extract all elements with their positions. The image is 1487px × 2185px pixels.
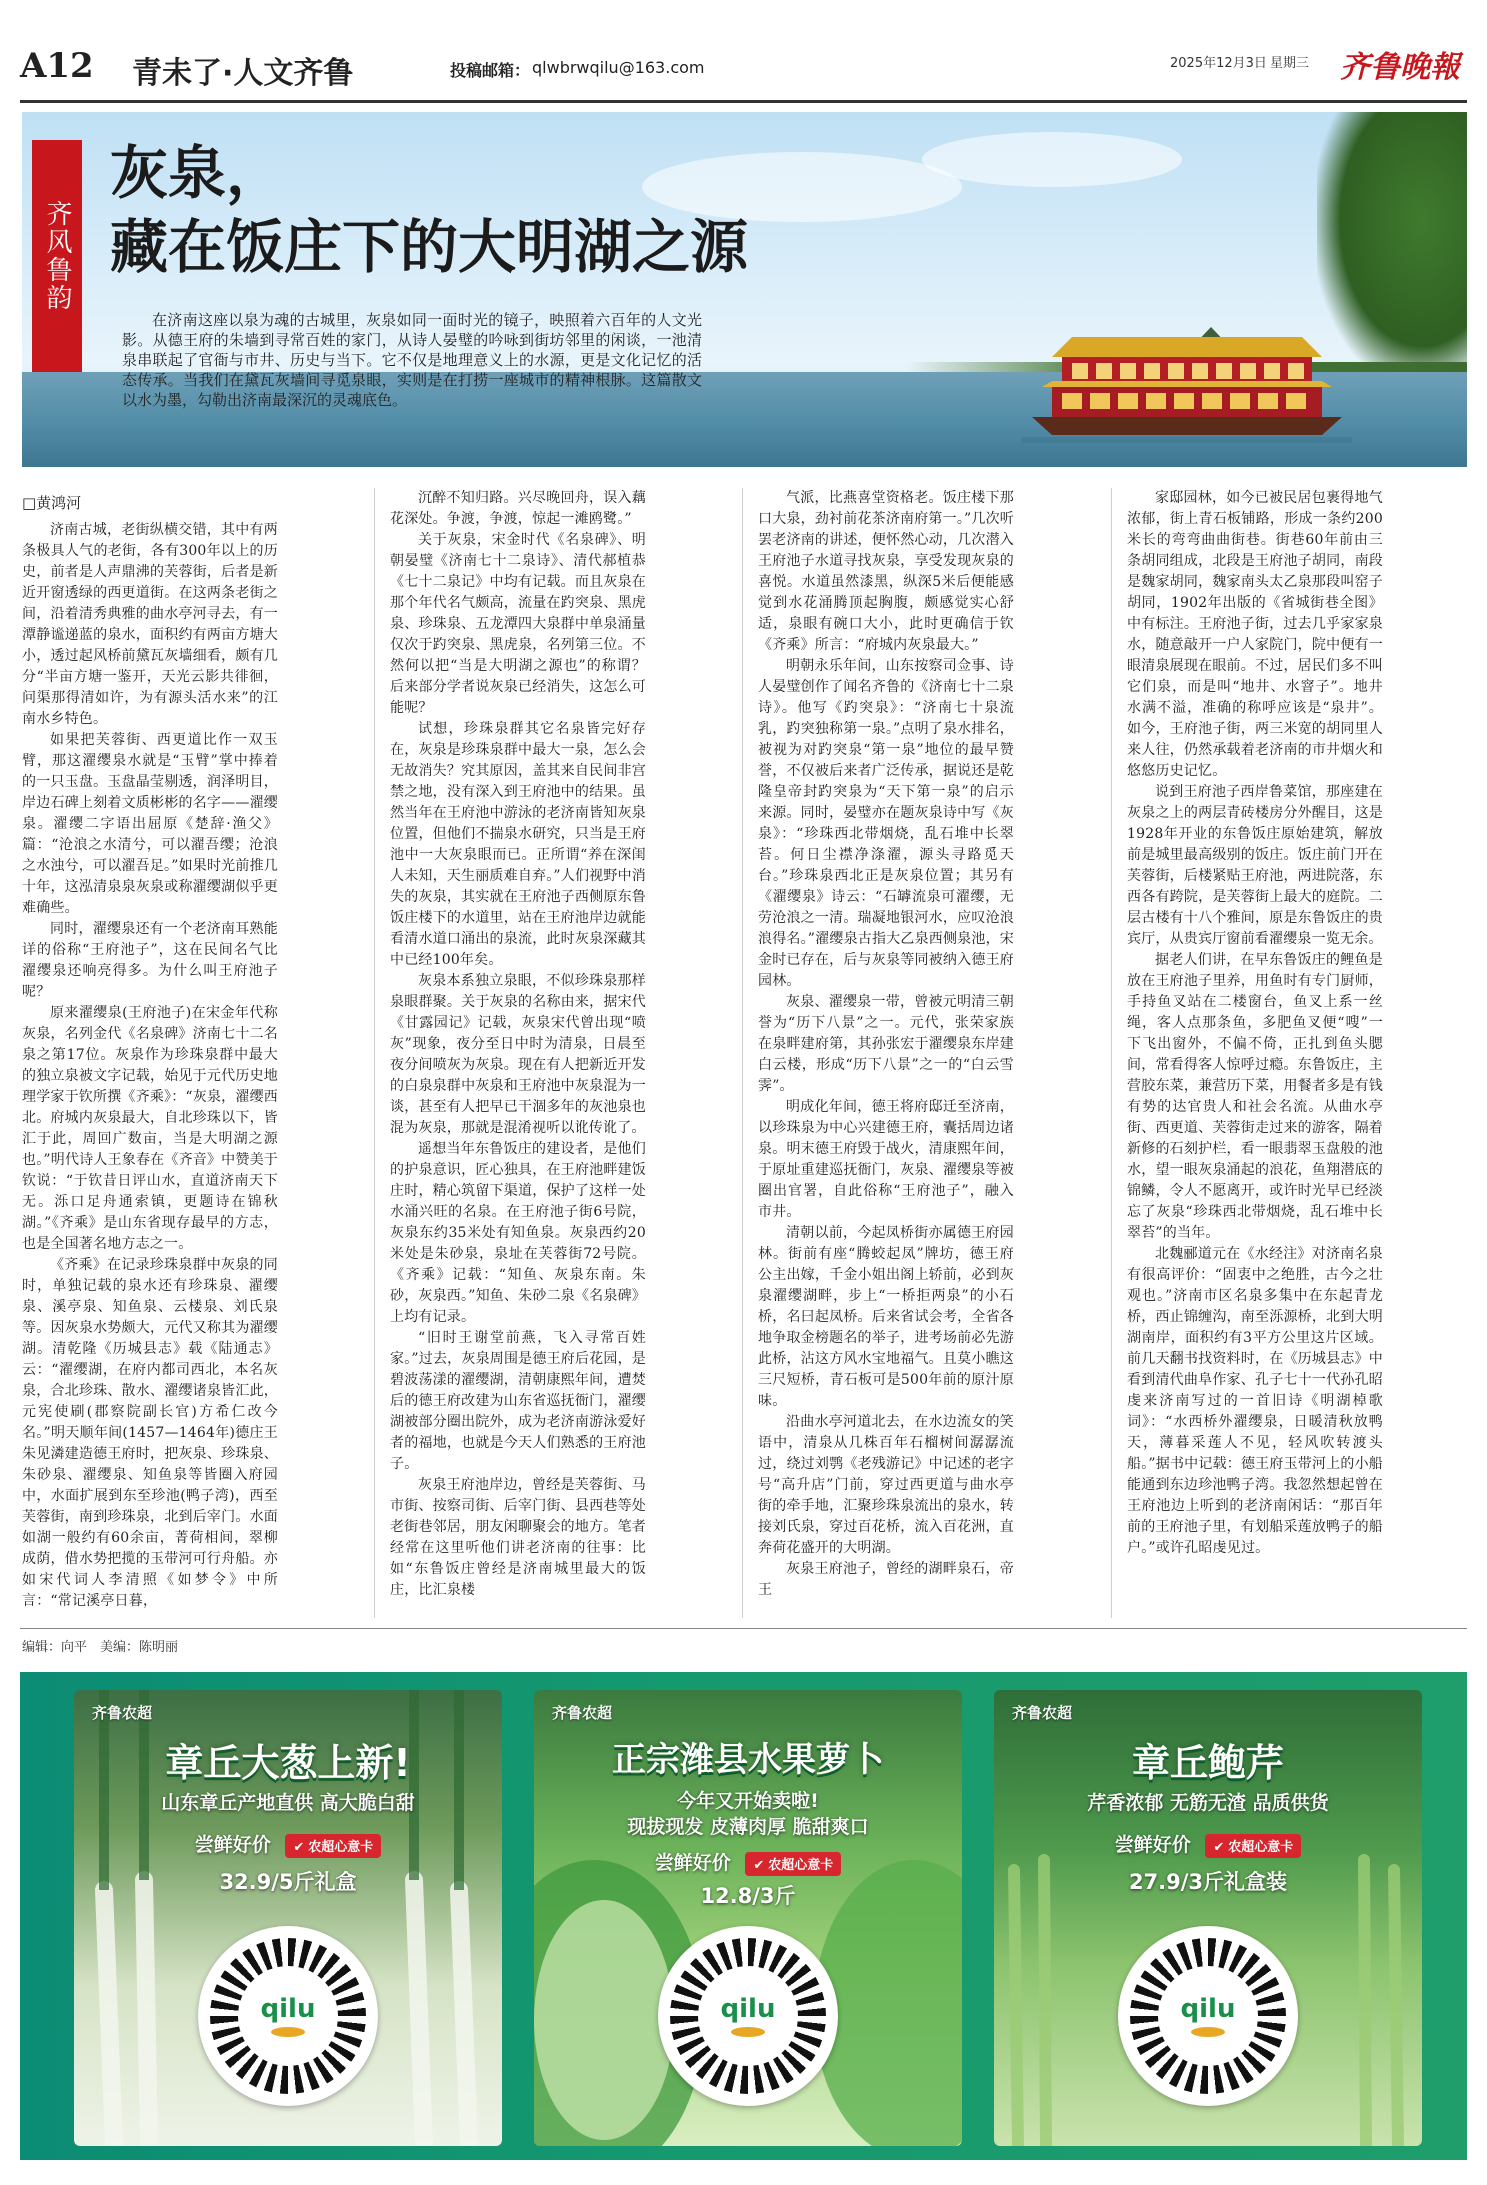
ad-price-label-row xyxy=(534,1848,962,1876)
article-paragraph: 灰泉王府池子，曾经的湖畔泉石，帝王 xyxy=(758,1561,1014,1598)
email-label: 投稿邮箱： xyxy=(450,61,531,80)
ad-brand: 齐鲁农超 xyxy=(1012,1704,1073,1722)
ad-price-label-row xyxy=(994,1830,1422,1858)
qilu-logo: qilu xyxy=(720,1994,776,2024)
ad-card-zhangqiu-scallion[interactable] xyxy=(74,1690,502,2146)
editor-credits: 编辑：向平 美编：陈明丽 xyxy=(22,1640,179,1655)
section-name: 青未了·人文齐鲁 xyxy=(132,56,354,91)
ad-subtitle: 今年又开始卖啦! xyxy=(677,1790,819,1812)
article-paragraph: 同时，濯缨泉还有一个老济南耳熟能详的俗称“王府池子”，这在民间名气比濯缨泉还响亮得多。为什么叫王府池子呢？ xyxy=(22,921,278,1000)
column-tag: 齐风鲁韵 xyxy=(32,140,82,372)
article-paragraph: 清朝以前，今起凤桥街亦属德王府园林。街前有座“腾蛟起凤”牌坊，德王府公主出嫁，千金小姐出阁上轿前，必到灰泉濯缨湖畔，步上“一桥拒两泉”的小石桥，名曰起凤桥。后来省试会考，全省各地争取金榜题名的举子，进考场前必先游此桥，沾这方风水宝地福气。且莫小瞧这三尺短桥，青石板可是500年前的原汁原味。 xyxy=(758,1225,1014,1409)
credits-rule xyxy=(20,1628,1467,1629)
ad-title: 章丘大葱上新! xyxy=(165,1741,411,1785)
ad-price-label-row xyxy=(74,1830,502,1858)
article-paragraph: 灰泉、濯缨泉一带，曾被元明清三朝誉为“历下八景”之一。元代，张荣家族在泉畔建府第，其孙张宏于濯缨泉东岸建白云楼，形成“历下八景”之一的“白云雪霁”。 xyxy=(758,994,1014,1094)
article-paragraph: 沿曲水亭河道北去，在水边流女的笑语中，清泉从几株百年石榴树间潺潺流过，绕过刘鹗《老残游记》中记述的老字号“高升店”门前，穿过西更道与曲水亭街的牵手地，汇聚珍珠泉流出的泉水，转接刘氏泉，穿过百花桥，流入百花洲，直奔荷花盛开的大明湖。 xyxy=(758,1414,1014,1556)
article-paragraph: 济南古城，老街纵横交错，其中有两条极具人气的老街，各有300年以上的历史，前者是人声鼎沸的芙蓉街，后者是新近开窗透绿的西更道街。在这两条老街之间，沿着清秀典雅的曲水亭河寻去，有一潭静谧递蓝的泉水，面积约有两亩方塘大小，透过起风桥前黛瓦灰墙细看，颇有几分“半亩方塘一鉴开，天光云影共徘徊，问渠那得清如许，为有源头活水来”的江南水乡特色。 xyxy=(22,522,278,727)
publication-date: 2025年12月3日 xyxy=(1170,56,1267,71)
article-paragraph: 气派，比燕喜堂资格老。饭庄楼下那口大泉，劲衬前花茶济南府第一。”几次听罢老济南的讲述，便怀然心动，几次潜入王府池子水道寻找灰泉，享受发现灰泉的喜悦。水道虽然漆黑，纵深5米后便能感觉到水花涌腾顶起胸腹，颇感觉实心舒适，泉眼有碗口大小，此时更确信于钦《齐乘》所言：“府城内灰泉最大。” xyxy=(758,490,1014,653)
byline: □黄鸿河 xyxy=(22,494,82,512)
headline-line-2: 藏在饭庄下的大明湖之源 xyxy=(110,213,749,281)
qilu-logo: qilu xyxy=(1180,1994,1236,2024)
ad-title: 章丘鲍芹 xyxy=(1131,1741,1284,1785)
ad-badge: ✔ 农超心意卡 xyxy=(745,1852,841,1876)
check-icon: ✔ xyxy=(293,1839,305,1855)
check-icon: ✔ xyxy=(753,1857,765,1873)
ad-brand: 齐鲁农超 xyxy=(92,1704,153,1722)
qr-code[interactable] xyxy=(198,1926,378,2106)
page-header xyxy=(20,44,1467,100)
qr-code[interactable] xyxy=(1118,1926,1298,2106)
ad-title: 正宗潍县水果萝卜 xyxy=(612,1740,884,1780)
ad-subtitle: 山东章丘产地直供 高大脆白甜 xyxy=(161,1792,415,1814)
article-column-1 xyxy=(22,520,278,1618)
ad-subtitle: 芹香浓郁 无筋无渣 品质供货 xyxy=(1087,1792,1329,1814)
article-paragraph: 灰泉王府池岸边，曾经是芙蓉街、马市街、按察司街、后宰门街、县西巷等处老街巷邻居，朋友闲聊聚会的地方。笔者经常在这里听他们讲老济南的往事：比如“东鲁饭庄曾经是济南城里最大的饭庄，比汇泉楼 xyxy=(390,1477,646,1598)
cloud xyxy=(922,132,1182,187)
article-paragraph: 明朝永乐年间，山东按察司佥事、诗人晏璧创作了闻名齐鲁的《济南七十二泉诗》。他写《趵突泉》：“济南七十泉流乳，趵突独称第一泉。”点明了泉水排名，被视为对趵突泉“第一泉”地位的最早赞誉，不仅被后来者广泛传承，据说还是乾隆皇帝封趵突泉为“天下第一泉”的启示来源。同时，晏璧亦在题灰泉诗中写《灰泉》：“珍珠西北带烟烧，乱石堆中长翠苔。何日尘襟净涤濯，源头寻路觅天台。”珍珠泉西北正是灰泉位置；其另有《濯缨泉》诗云：“石罅流泉可濯缨，无劳沧浪之一清。瑞凝地银河水，应叹沧浪浪得名。”濯缨泉古指大乙泉西侧泉池，宋金时已存在，后与灰泉等同被纳入德王府园林。 xyxy=(758,658,1014,989)
article-paragraph: 关于灰泉，宋金时代《名泉碑》、明朝晏璧《济南七十二泉诗》、清代郝植恭《七十二泉记》中均有记载。而且灰泉在那个年代名气颇高，流量在趵突泉、黑虎泉、珍珠泉、五龙潭四大泉群中单泉涌量仅次于趵突泉、黑虎泉，名列第三位。不然何以把“当是大明湖之源也”的称谓？后来部分学者说灰泉已经消失，这怎么可能呢？ xyxy=(390,532,646,716)
qr-center xyxy=(238,1966,338,2066)
article-column-4 xyxy=(1127,488,1383,1618)
masthead-logo: 齐鲁晚報 xyxy=(1340,50,1460,85)
leaf-icon xyxy=(1191,2027,1225,2037)
article-paragraph: 明成化年间，德王将府邸迁至济南，以珍珠泉为中心兴建德王府，囊括周边诸泉。明末德王府毁于战火，清康熙年间，于原址重建巡抚衙门，灰泉、濯缨泉等被圈出官署，自此俗称“王府池子”，融入市井。 xyxy=(758,1099,1014,1220)
article-paragraph: 《齐乘》在记录珍珠泉群中灰泉的同时，单独记载的泉水还有珍珠泉、濯缨泉、溪亭泉、知鱼泉、云楼泉、刘氏泉等。因灰泉水势颇大，元代又称其为濯缨湖。清乾隆《历城县志》载《陆通志》云：“濯缨湖，在府内都司西北，本名灰泉，合北珍珠、散水、濯缨诸泉皆汇此，元宪使刷(郡察院副长官)方希仁改今名。”明天顺年间(1457—1464年)德庄王朱见潾建造德王府时，把灰泉、珍珠泉、朱砂泉、濯缨泉、知鱼泉等皆圈入府园中，水面扩展到东至珍池(鸭子湾)，西至芙蓉街，南到珍珠泉，北到后宰门。水面如湖一般约有60余亩，菁荷相间，翠柳成荫，借水势把揽的玉带河可行舟船。亦如宋代词人李清照《如梦令》中所言：“常记溪亭日暮， xyxy=(22,1257,278,1609)
ad-price: 12.8/3斤 xyxy=(700,1884,796,1908)
qr-center xyxy=(1158,1966,1258,2066)
ad-price: 27.9/3斤礼盒装 xyxy=(1128,1870,1288,1894)
column-divider xyxy=(1111,488,1112,1618)
ad-badge: ✔ 农超心意卡 xyxy=(1205,1834,1301,1858)
ad-card-zhangqiu-celery[interactable] xyxy=(994,1690,1422,2146)
article-paragraph: 如果把芙蓉街、西更道比作一双玉臂，那这濯缨泉水就是“玉臂”掌中捧着的一只玉盘。玉盘晶莹剔透，润泽明目，岸边石碑上刻着文质彬彬的名字——濯缨泉。濯缨二字语出屈原《楚辞·渔父》篇：“沧浪之水清兮，可以濯吾缨；沧浪之水浊兮，可以濯吾足。”如果时光前推几十年，这泓清泉泉灰泉或称濯缨湖似乎更难确些。 xyxy=(22,732,278,916)
headline xyxy=(110,136,748,284)
leaf-icon xyxy=(271,2027,305,2037)
article-paragraph: 家邸园林，如今已被民居包裹得地气浓郁，街上青石板铺路，形成一条约200米长的弯弯曲曲街巷。街巷60年前由三条胡同组成，北段是王府池子胡同，南段是魏家胡同，魏家南头太乙泉那段叫窑子胡同，1902年出版的《省城街巷全图》中有标注。王府池子街，过去几乎家家泉水，随意敲开一户人家院门，院中便有一眼清泉展现在眼前。不过，居民们多不叫它们泉，而是叫“地井、水窨子”。地井水满不溢，准确的称呼应该是“泉井”。如今，王府池子街，两三米宽的胡同里人来人往，仍然承载着老济南的市井烟火和悠悠历史记忆。 xyxy=(1127,490,1383,779)
tour-boat-illustration xyxy=(1022,287,1352,457)
submission-email[interactable]: qlwbrwqilu@163.com xyxy=(532,58,705,77)
qilu-logo: qilu xyxy=(260,1994,316,2024)
column-divider xyxy=(742,488,743,1618)
ad-price-label: 尝鲜好价 xyxy=(1114,1834,1191,1856)
ad-card-weixian-radish[interactable] xyxy=(534,1690,962,2146)
qr-center xyxy=(698,1966,798,2066)
leaf-icon xyxy=(731,2027,765,2037)
qr-code[interactable] xyxy=(658,1926,838,2106)
article-paragraph: 说到王府池子西岸鲁菜馆，那座建在灰泉之上的两层青砖楼房分外醒目，这是1928年开业的东鲁饭庄原始建筑，解放前是城里最高级别的饭庄。饭庄前门开在芙蓉街，后楼紧贴王府池，两进院落，东西各有跨院，是芙蓉街上最大的庭院。二层古楼有十八个雅间，原是东鲁饭庄的贵宾厅，从贵宾厅窗前看濯缨泉一览无余。 xyxy=(1127,784,1383,947)
hero-banner xyxy=(22,112,1467,467)
ad-badge: ✔ 农超心意卡 xyxy=(285,1834,381,1858)
page-number: A12 xyxy=(20,46,94,86)
column-divider xyxy=(374,488,375,1618)
article-paragraph: 据老人们讲，在早东鲁饭庄的鲤鱼是放在王府池子里养，用鱼时有专门厨师，手持鱼叉站在二楼窗台，鱼叉上系一丝绳，客人点那条鱼，多肥鱼叉便“嗖”一下飞出窗外，不偏不倚，正扎到鱼头腮间，常看得客人惊呼过瘾。东鲁饭庄，主营胶东菜，兼营历下菜，用餐者多是有钱有势的达官贵人和社会名流。从曲水亭街、西更道、芙蓉街走过来的游客，隔着新修的石刻护栏，看一眼翡翠玉盘般的池水，望一眼灰泉涌起的浪花，鱼翔潜底的锦鳞，令人不愿离开，或许时光早已经淡忘了灰泉“珍珠西北带烟烧，乱石堆中长翠苔”的当年。 xyxy=(1127,952,1383,1241)
article-paragraph: 北魏郦道元在《水经注》对济南名泉有很高评价：“固衷中之绝胜，古今之壮观也。”济南市区名泉多集中在东起青龙桥，西止锦缠沟，南至泺源桥，北到大明湖南岸，面积约有3平方公里这片区域。前几天翻书找资料时，在《历城县志》中看到清代曲阜作家、孔子七十一代孙孔昭虔来济南写过的一首旧诗《明湖棹歌词》：“水西桥外濯缨泉，日暖清秋放鸭天，薄暮采莲人不见，轻风吹转渡头船。”据书中记载：德王府玉带河上的小船能通到东边珍池鸭子湾。我忽然想起曾在王府池边上听到的老济南闲话：“那百年前的王府池子里，有划船采莲放鸭子的船户。”或许孔昭虔见过。 xyxy=(1127,1246,1383,1556)
standfirst: 在济南这座以泉为魂的古城里，灰泉如同一面时光的镜子，映照着六百年的人文光影。从德王府的朱墙到寻常百姓的家门，从诗人晏璧的吟咏到街坊邻里的闲谈，一池清泉串联起了官衙与市井、历史与当下。它不仅是地理意义上的水源，更是文化记忆的活态传承。当我们在黛瓦灰墙间寻觅泉眼，实则是在打捞一座城市的精神根脉。这篇散文以水为墨，勾勒出济南最深沉的灵魂底色。 xyxy=(122,311,702,409)
ad-price: 32.9/5斤礼盒 xyxy=(219,1870,357,1894)
ad-price-label: 尝鲜好价 xyxy=(654,1852,731,1874)
article-paragraph: 遥想当年东鲁饭庄的建设者，是他们的护泉意识，匠心独具，在王府池畔建饭庄时，精心筑留下渠道，保护了这样一处水涌兴旺的名泉。在王府池子街6号院，灰泉东约35米处有知鱼泉。灰泉西约20米处是朱砂泉，泉址在芙蓉街72号院。《齐乘》记载：“知鱼、灰泉东南。朱砂，灰泉西。”知鱼、朱砂二泉《名泉碑》上均有记录。 xyxy=(390,1141,646,1325)
publication-weekday: 星期三 xyxy=(1270,56,1310,71)
check-icon: ✔ xyxy=(1213,1839,1225,1855)
article-paragraph: 灰泉本系独立泉眼，不似珍珠泉那样泉眼群聚。关于灰泉的名称由来，据宋代《甘露园记》记载，灰泉宋代曾出现“喷灰”现象，夜分至日中时为清泉，日晨至夜分间喷灰为灰泉。现在有人把新近开发的白泉泉群中灰泉和王府池中灰泉混为一谈，甚至有人把早已干涸多年的灰池泉也混为灰泉，那就是混淆视听以讹传讹了。 xyxy=(390,973,646,1136)
header-rule xyxy=(20,100,1467,103)
article-column-3 xyxy=(758,488,1014,1618)
article-paragraph: “旧时王谢堂前燕，飞入寻常百姓家。”过去，灰泉周围是德王府后花园，是碧波荡漾的濯缨湖，清朝康熙年间，遭焚后的德王府改建为山东省巡抚衙门，濯缨湖被部分圈出院外，成为老济南游泳爱好者的福地，也就是今天人们熟悉的王府池子。 xyxy=(390,1330,646,1472)
ad-price-label: 尝鲜好价 xyxy=(194,1834,271,1856)
article-paragraph: 沉醉不知归路。兴尽晚回舟，误入藕花深处。争渡，争渡，惊起一滩鸥鹭。” xyxy=(390,490,646,527)
article-paragraph: 试想，珍珠泉群其它名泉皆完好存在，灰泉是珍珠泉群中最大一泉，怎么会无故消失？究其原因，盖其来自民间非宫禁之地，没有深入到王府池中的结果。虽然当年在王府池中游泳的老济南皆知灰泉位置，但他们不揣泉水研究，只当是王府池中一大灰泉眼而已。正所谓“养在深闺人未知，天生丽质难自弃。”人们视野中消失的灰泉，其实就在王府池子西侧原东鲁饭庄楼下的水道里，站在王府池岸边就能看清水道口涌出的泉流，此时灰泉深藏其中已经100年矣。 xyxy=(390,721,646,968)
ad-subtitle-2: 现拔现发 皮薄肉厚 脆甜爽口 xyxy=(627,1816,869,1838)
article-column-2 xyxy=(390,488,646,1618)
headline-line-1: 灰泉， xyxy=(110,139,285,207)
article-paragraph: 原来濯缨泉(王府池子)在宋金年代称灰泉，名列金代《名泉碑》济南七十二名泉之第17位。灰泉作为珍珠泉群中最大的独立泉被文字记载，始见于元代历史地理学家于钦所撰《齐乘》：“灰泉，濯缨西北。府城内灰泉最大，自北珍珠以下，皆汇于此，周回广数亩，当是大明湖之源也。”明代诗人王象春在《齐音》中赞美于钦说：“于钦昔日评山水，直道济南天下无。泺口足舟通索镇，更题诗在锦秋湖。”《齐乘》是山东省现存最早的方志，也是全国著名地方志之一。 xyxy=(22,1005,278,1252)
ad-brand: 齐鲁农超 xyxy=(552,1704,613,1722)
